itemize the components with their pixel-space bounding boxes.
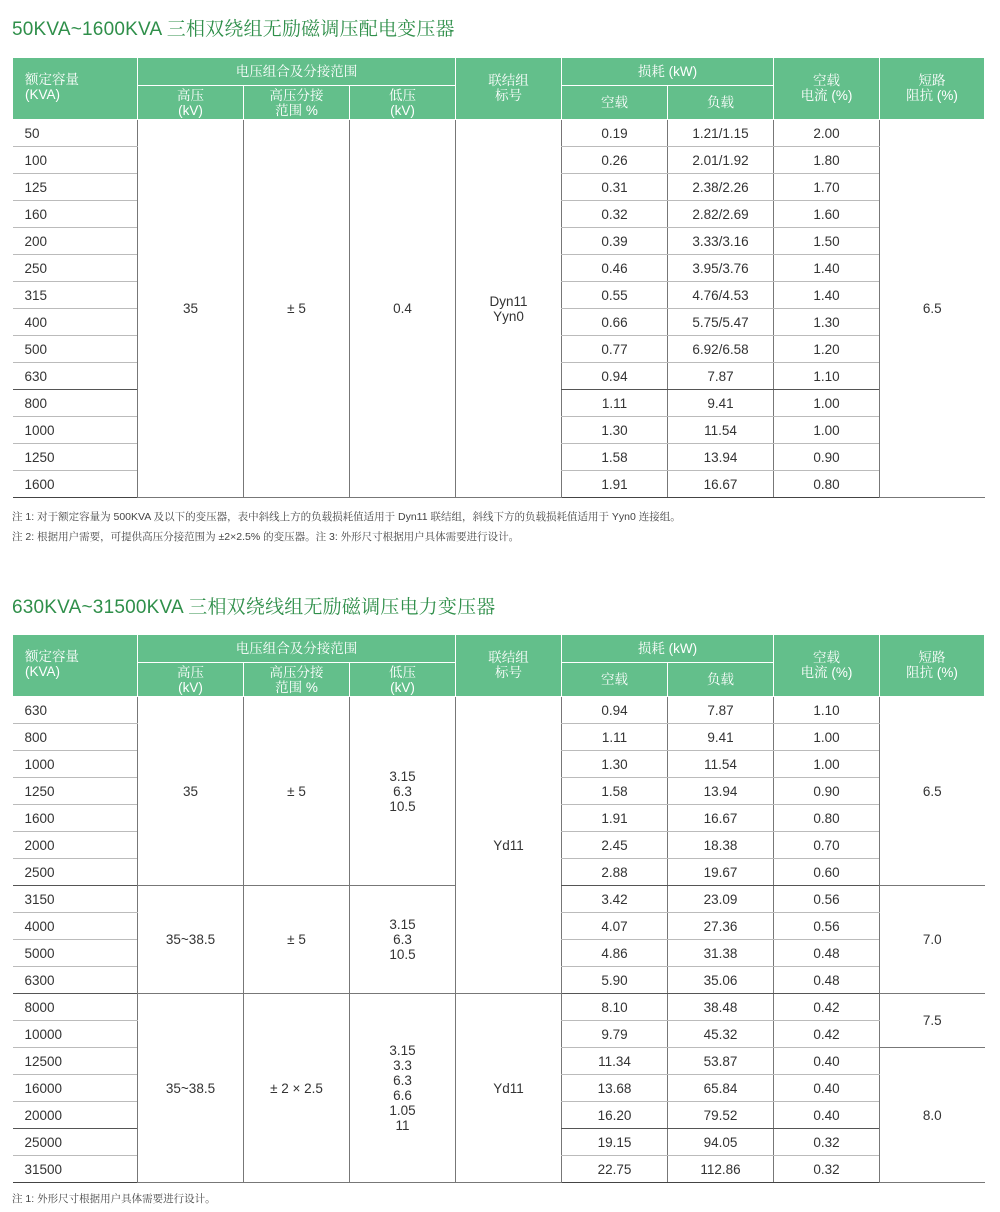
- header-no-load-loss: 空载: [562, 663, 668, 697]
- load-loss-cell: 2.38/2.26: [668, 174, 774, 201]
- table-row: [13, 994, 985, 1021]
- capacity-cell: 500: [13, 336, 138, 363]
- no-load-loss-cell: 0.77: [562, 336, 668, 363]
- connection-cell: Yd11: [456, 994, 562, 1183]
- load-loss-cell: 23.09: [668, 886, 774, 913]
- no-load-current-cell: 1.00: [774, 724, 880, 751]
- no-load-current-cell: 0.32: [774, 1129, 880, 1156]
- capacity-cell: 20000: [13, 1102, 138, 1129]
- no-load-current-cell: 1.10: [774, 363, 880, 390]
- no-load-current-cell: 0.42: [774, 994, 880, 1021]
- capacity-cell: 1000: [13, 751, 138, 778]
- tap-range-cell: ± 2 × 2.5: [244, 994, 350, 1183]
- no-load-current-cell: 0.40: [774, 1048, 880, 1075]
- capacity-cell: 800: [13, 724, 138, 751]
- capacity-cell: 16000: [13, 1075, 138, 1102]
- header-tap-range: 高压分接 范围 %: [244, 86, 350, 120]
- no-load-current-cell: 0.42: [774, 1021, 880, 1048]
- capacity-cell: 5000: [13, 940, 138, 967]
- no-load-loss-cell: 2.45: [562, 832, 668, 859]
- section-title-power-transformers: 630KVA~31500KVA 三相双绕线组无励磁调压电力变压器: [12, 597, 496, 618]
- load-loss-cell: 45.32: [668, 1021, 774, 1048]
- no-load-loss-cell: 0.32: [562, 201, 668, 228]
- load-loss-cell: 6.92/6.58: [668, 336, 774, 363]
- capacity-cell: 630: [13, 363, 138, 390]
- no-load-current-cell: 1.30: [774, 309, 880, 336]
- load-loss-cell: 11.54: [668, 417, 774, 444]
- no-load-current-cell: 2.00: [774, 120, 880, 147]
- load-loss-cell: 2.01/1.92: [668, 147, 774, 174]
- load-loss-cell: 112.86: [668, 1156, 774, 1183]
- no-load-current-cell: 0.56: [774, 913, 880, 940]
- capacity-cell: 12500: [13, 1048, 138, 1075]
- lv-cell: 3.15 3.3 6.3 6.6 1.05 11: [350, 994, 456, 1183]
- load-loss-cell: 3.95/3.76: [668, 255, 774, 282]
- capacity-cell: 200: [13, 228, 138, 255]
- connection-cell: Yd11: [456, 697, 562, 994]
- header-no-load-loss: 空载: [562, 86, 668, 120]
- no-load-current-cell: 1.00: [774, 751, 880, 778]
- header-loss-group: 损耗 (kW): [562, 58, 774, 86]
- capacity-cell: 100: [13, 147, 138, 174]
- load-loss-cell: 13.94: [668, 778, 774, 805]
- header-hv: 高压 (kV): [138, 86, 244, 120]
- capacity-cell: 250: [13, 255, 138, 282]
- header-connection: 联结组 标号: [456, 635, 562, 697]
- load-loss-cell: 11.54: [668, 751, 774, 778]
- section-title-distribution-transformers: 50KVA~1600KVA 三相双绕组无励磁调压配电变压器: [12, 19, 455, 40]
- lv-cell: 0.4: [350, 120, 456, 498]
- no-load-loss-cell: 11.34: [562, 1048, 668, 1075]
- no-load-loss-cell: 16.20: [562, 1102, 668, 1129]
- table1-note-1: 注 1: 对于额定容量为 500KVA 及以下的变压器，表中斜线上方的负载损耗值适用于 Dyn11 联结组，斜线下方的负载损耗值适用于 Yyn0 连接组。: [12, 511, 681, 523]
- header-connection: 联结组 标号: [456, 58, 562, 120]
- load-loss-cell: 19.67: [668, 859, 774, 886]
- no-load-loss-cell: 0.39: [562, 228, 668, 255]
- no-load-loss-cell: 0.26: [562, 147, 668, 174]
- no-load-current-cell: 0.60: [774, 859, 880, 886]
- header-lv: 低压 (kV): [350, 86, 456, 120]
- no-load-current-cell: 1.10: [774, 697, 880, 724]
- no-load-current-cell: 1.00: [774, 417, 880, 444]
- no-load-loss-cell: 1.58: [562, 444, 668, 471]
- load-loss-cell: 18.38: [668, 832, 774, 859]
- header-loss-group: 损耗 (kW): [562, 635, 774, 663]
- header-capacity: 额定容量 (KVA): [13, 635, 138, 697]
- lv-cell: 3.15 6.3 10.5: [350, 886, 456, 994]
- no-load-current-cell: 0.80: [774, 805, 880, 832]
- no-load-current-cell: 1.40: [774, 255, 880, 282]
- capacity-cell: 4000: [13, 913, 138, 940]
- capacity-cell: 1250: [13, 778, 138, 805]
- no-load-current-cell: 1.80: [774, 147, 880, 174]
- load-loss-cell: 9.41: [668, 724, 774, 751]
- capacity-cell: 160: [13, 201, 138, 228]
- capacity-cell: 800: [13, 390, 138, 417]
- no-load-loss-cell: 3.42: [562, 886, 668, 913]
- load-loss-cell: 94.05: [668, 1129, 774, 1156]
- no-load-loss-cell: 0.94: [562, 697, 668, 724]
- no-load-current-cell: 1.70: [774, 174, 880, 201]
- impedance-cell: 6.5: [880, 120, 985, 498]
- no-load-loss-cell: 0.66: [562, 309, 668, 336]
- load-loss-cell: 7.87: [668, 697, 774, 724]
- capacity-cell: 10000: [13, 1021, 138, 1048]
- no-load-current-cell: 0.90: [774, 778, 880, 805]
- tap-range-cell: ± 5: [244, 697, 350, 886]
- no-load-loss-cell: 1.30: [562, 751, 668, 778]
- no-load-loss-cell: 1.91: [562, 805, 668, 832]
- hv-cell: 35~38.5: [138, 994, 244, 1183]
- load-loss-cell: 53.87: [668, 1048, 774, 1075]
- capacity-cell: 1600: [13, 805, 138, 832]
- no-load-loss-cell: 0.94: [562, 363, 668, 390]
- capacity-cell: 25000: [13, 1129, 138, 1156]
- load-loss-cell: 2.82/2.69: [668, 201, 774, 228]
- capacity-cell: 1600: [13, 471, 138, 498]
- capacity-cell: 6300: [13, 967, 138, 994]
- no-load-loss-cell: 2.88: [562, 859, 668, 886]
- hv-cell: 35~38.5: [138, 886, 244, 994]
- power-transformer-table: [12, 634, 985, 1183]
- no-load-loss-cell: 0.19: [562, 120, 668, 147]
- no-load-current-cell: 0.80: [774, 471, 880, 498]
- table-row: [13, 120, 985, 147]
- lv-cell: 3.15 6.3 10.5: [350, 697, 456, 886]
- load-loss-cell: 16.67: [668, 805, 774, 832]
- load-loss-cell: 31.38: [668, 940, 774, 967]
- no-load-loss-cell: 19.15: [562, 1129, 668, 1156]
- capacity-cell: 2000: [13, 832, 138, 859]
- header-voltage-group: 电压组合及分接范围: [138, 58, 456, 86]
- no-load-loss-cell: 0.55: [562, 282, 668, 309]
- capacity-cell: 1250: [13, 444, 138, 471]
- no-load-loss-cell: 0.31: [562, 174, 668, 201]
- no-load-loss-cell: 1.11: [562, 390, 668, 417]
- table-row: [13, 697, 985, 724]
- no-load-loss-cell: 0.46: [562, 255, 668, 282]
- capacity-cell: 8000: [13, 994, 138, 1021]
- load-loss-cell: 3.33/3.16: [668, 228, 774, 255]
- capacity-cell: 1000: [13, 417, 138, 444]
- no-load-current-cell: 0.40: [774, 1102, 880, 1129]
- no-load-current-cell: 0.90: [774, 444, 880, 471]
- no-load-current-cell: 0.56: [774, 886, 880, 913]
- capacity-cell: 630: [13, 697, 138, 724]
- connection-cell: Dyn11 Yyn0: [456, 120, 562, 498]
- capacity-cell: 31500: [13, 1156, 138, 1183]
- header-tap-range: 高压分接 范围 %: [244, 663, 350, 697]
- no-load-current-cell: 1.20: [774, 336, 880, 363]
- no-load-current-cell: 0.48: [774, 940, 880, 967]
- header-capacity: 额定容量 (KVA): [13, 58, 138, 120]
- load-loss-cell: 7.87: [668, 363, 774, 390]
- impedance-cell: 8.0: [880, 1048, 985, 1183]
- header-lv: 低压 (kV): [350, 663, 456, 697]
- tap-range-cell: ± 5: [244, 120, 350, 498]
- no-load-current-cell: 0.70: [774, 832, 880, 859]
- load-loss-cell: 65.84: [668, 1075, 774, 1102]
- no-load-loss-cell: 13.68: [562, 1075, 668, 1102]
- impedance-cell: 6.5: [880, 697, 985, 886]
- impedance-cell: 7.5: [880, 994, 985, 1048]
- load-loss-cell: 9.41: [668, 390, 774, 417]
- header-load-loss: 负载: [668, 663, 774, 697]
- header-impedance: 短路 阻抗 (%): [880, 58, 985, 120]
- load-loss-cell: 4.76/4.53: [668, 282, 774, 309]
- load-loss-cell: 5.75/5.47: [668, 309, 774, 336]
- no-load-loss-cell: 5.90: [562, 967, 668, 994]
- distribution-transformer-table: [12, 57, 985, 498]
- no-load-loss-cell: 4.86: [562, 940, 668, 967]
- hv-cell: 35: [138, 697, 244, 886]
- no-load-current-cell: 0.32: [774, 1156, 880, 1183]
- no-load-loss-cell: 8.10: [562, 994, 668, 1021]
- header-load-loss: 负载: [668, 86, 774, 120]
- no-load-loss-cell: 22.75: [562, 1156, 668, 1183]
- capacity-cell: 3150: [13, 886, 138, 913]
- no-load-loss-cell: 1.91: [562, 471, 668, 498]
- header-impedance: 短路 阻抗 (%): [880, 635, 985, 697]
- no-load-current-cell: 1.40: [774, 282, 880, 309]
- load-loss-cell: 79.52: [668, 1102, 774, 1129]
- capacity-cell: 2500: [13, 859, 138, 886]
- header-voltage-group: 电压组合及分接范围: [138, 635, 456, 663]
- hv-cell: 35: [138, 120, 244, 498]
- no-load-current-cell: 0.40: [774, 1075, 880, 1102]
- no-load-loss-cell: 4.07: [562, 913, 668, 940]
- no-load-current-cell: 0.48: [774, 967, 880, 994]
- capacity-cell: 125: [13, 174, 138, 201]
- impedance-cell: 7.0: [880, 886, 985, 994]
- no-load-loss-cell: 1.11: [562, 724, 668, 751]
- load-loss-cell: 13.94: [668, 444, 774, 471]
- capacity-cell: 50: [13, 120, 138, 147]
- no-load-loss-cell: 9.79: [562, 1021, 668, 1048]
- capacity-cell: 315: [13, 282, 138, 309]
- header-hv: 高压 (kV): [138, 663, 244, 697]
- load-loss-cell: 1.21/1.15: [668, 120, 774, 147]
- load-loss-cell: 16.67: [668, 471, 774, 498]
- table1-note-2: 注 2: 根据用户需要，可提供高压分接范围为 ±2×2.5% 的变压器。注 3: 外形尺寸根据用户具体需要进行设计。: [12, 531, 520, 543]
- header-no-load-current: 空载 电流 (%): [774, 58, 880, 120]
- no-load-current-cell: 1.50: [774, 228, 880, 255]
- no-load-current-cell: 1.00: [774, 390, 880, 417]
- table2-note-1: 注 1: 外形尺寸根据用户具体需要进行设计。: [12, 1193, 216, 1205]
- header-no-load-current: 空载 电流 (%): [774, 635, 880, 697]
- no-load-current-cell: 1.60: [774, 201, 880, 228]
- no-load-loss-cell: 1.30: [562, 417, 668, 444]
- load-loss-cell: 38.48: [668, 994, 774, 1021]
- tap-range-cell: ± 5: [244, 886, 350, 994]
- no-load-loss-cell: 1.58: [562, 778, 668, 805]
- capacity-cell: 400: [13, 309, 138, 336]
- load-loss-cell: 35.06: [668, 967, 774, 994]
- load-loss-cell: 27.36: [668, 913, 774, 940]
